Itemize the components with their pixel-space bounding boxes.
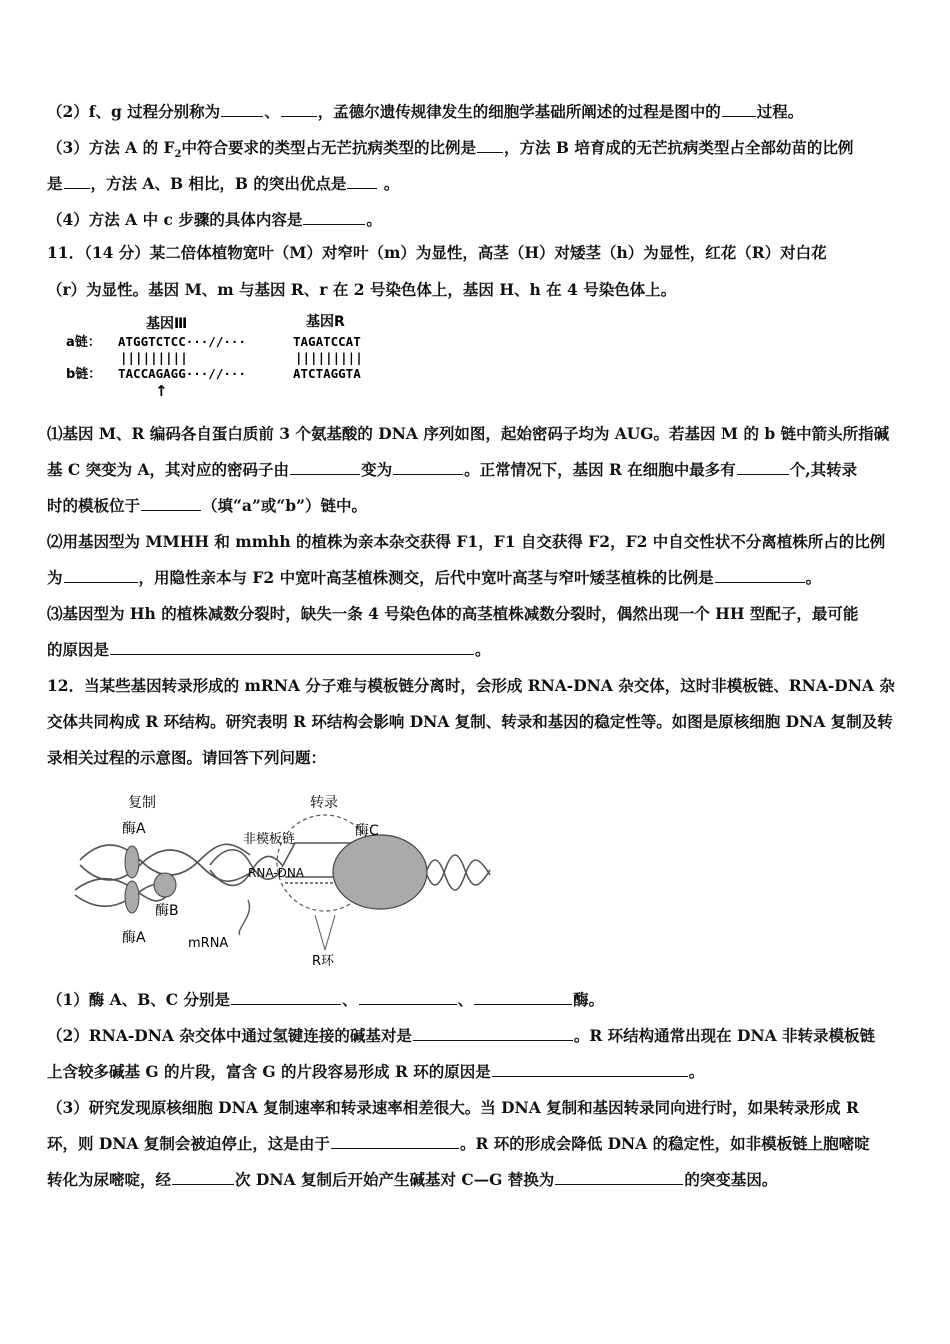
q12-heading-line2: 交体共同构成 R 环结构。研究表明 R 环结构会影响 DNA 复制、转录和基因的稳定性等。如图是原核细胞 DNA 复制及转: [47, 712, 893, 731]
answer-blank[interactable]: [722, 102, 756, 117]
answer-blank[interactable]: [290, 460, 360, 475]
q11-heading-line1: 11．（14 分）某二倍体植物宽叶（M）对窄叶（m）为显性，高茎（H）对矮茎（h）为显性，红花（R）对白花: [47, 243, 827, 262]
answer-blank[interactable]: [555, 1170, 683, 1185]
transcription-label: 转录: [310, 795, 338, 811]
hydrogen-bonds-right: |||||||||: [295, 350, 363, 365]
q12-heading-line3: 录相关过程的示意图。请回答下列问题：: [47, 748, 327, 767]
answer-blank[interactable]: [347, 174, 377, 189]
answer-blank[interactable]: [492, 1062, 688, 1077]
answer-blank[interactable]: [393, 460, 463, 475]
answer-blank[interactable]: [303, 210, 365, 225]
b-chain-seq-left: TACCAGAGG···//···: [118, 366, 246, 381]
enzyme-a-bottom-shape: [125, 881, 139, 913]
q11-sub3-line1: ⑶基因型为 Hh 的植株减数分裂时，缺失一条 4 号染色体的高茎植株减数分裂时，偶然出现一个 HH 型配子，最可能: [47, 604, 859, 623]
enzyme-a-top-shape: [125, 846, 139, 878]
answer-blank[interactable]: [413, 1026, 573, 1041]
q11-sub3-line2: 的原因是 。: [47, 640, 491, 659]
q12-heading-line1: 12．当某些基因转录形成的 mRNA 分子难与模板链分离时，会形成 RNA-DNA 杂交体，这时非模板链、RNA-DNA 杂: [47, 676, 895, 695]
answer-blank[interactable]: [141, 496, 201, 511]
enzyme-c-label: 酶C: [355, 823, 379, 839]
hybrid-label: RNA-DNA: [248, 866, 305, 880]
answer-blank[interactable]: [715, 568, 805, 583]
dna-strand-upper: [80, 844, 250, 875]
r-loop-pointer-1: [315, 915, 325, 950]
answer-blank[interactable]: [231, 990, 341, 1005]
q12-part3-line1: （3）研究发现原核细胞 DNA 复制速率和转录速率相差很大。当 DNA 复制和基因转录同向进行时，如果转录形成 R: [47, 1098, 859, 1117]
q11-sub1-line1: ⑴基因 M、R 编码各自蛋白质前 3 个氨基酸的 DNA 序列如图，起始密码子均为 AUG。若基因 M 的 b 链中箭头所指碱: [47, 424, 890, 443]
answer-blank[interactable]: [474, 990, 572, 1005]
dna-sequence-figure: [66, 312, 406, 398]
q10-part4: （4）方法 A 中 c 步骤的具体内容是 。: [47, 210, 382, 229]
a-chain-seq-right: TAGATCCAT: [293, 334, 361, 349]
b-chain-seq-right: ATCTAGGTA: [293, 366, 361, 381]
q12-part3-line2: 环，则 DNA 复制会被迫停止，这是由于 。R 环的形成会降低 DNA 的稳定性，如非模板链上胞嘧啶: [47, 1134, 870, 1153]
mrna-label: mRNA: [188, 936, 229, 951]
mutation-arrow-icon: ↑: [155, 382, 168, 398]
gene-r-label: 基因R: [306, 314, 345, 330]
a-chain-seq-left: ATGGTCTCC···//···: [118, 334, 246, 349]
q12-part2-line2: 上含较多碱基 G 的片段，富含 G 的片段容易形成 R 环的原因是 。: [47, 1062, 705, 1081]
answer-blank[interactable]: [64, 568, 138, 583]
q10-part3-line1: （3）方法 A 的 $F_2$中符合要求的类型占无芒抗病类型的比例是 ，方法 B 培育成的无芒抗病类型占全部幼苗的比例: [47, 138, 854, 161]
q11-sub1-line3: 时的模板位于 （填“a”或“b”）链中。: [47, 496, 368, 515]
q12-part1: （1）酶 A、B、C 分别是 、 、 酶。: [47, 990, 605, 1009]
q11-sub2-line1: ⑵用基因型为 MMHH 和 mmhh 的植株为亲本杂交获得 F1，F1 自交获得 F2，F2 中自交性状不分离植株所占的比例: [47, 532, 886, 551]
a-chain-label: a链：: [66, 335, 101, 350]
answer-blank[interactable]: [172, 1170, 234, 1185]
q10-part2: （2）f、g 过程分别称为 、 ，孟德尔遗传规律发生的细胞学基础所阐述的过程是图中的 过程。: [47, 102, 804, 121]
q11-sub2-line2: 为 ，用隐性亲本与 F2 中宽叶高茎植株测交，后代中宽叶高茎与窄叶矮茎植株的比例是 。: [47, 568, 822, 587]
mrna-strand: [239, 900, 249, 935]
enzyme-a-bottom-label: 酶A: [122, 930, 146, 946]
hydrogen-bonds-left: |||||||||: [120, 350, 188, 365]
replication-label: 复制: [128, 795, 156, 811]
q11-heading-line2: （r）为显性。基因 M、m 与基因 R、r 在 2 号染色体上，基因 H、h 在 4 号染色体上。: [47, 280, 677, 299]
answer-blank[interactable]: [359, 990, 457, 1005]
answer-blank[interactable]: [737, 460, 789, 475]
answer-blank[interactable]: [221, 102, 263, 117]
non-template-label: 非模板链: [243, 832, 296, 847]
answer-blank[interactable]: [331, 1134, 459, 1149]
answer-blank[interactable]: [64, 174, 90, 189]
q12-part2-line1: （2）RNA-DNA 杂交体中通过氢键连接的碱基对是 。R 环结构通常出现在 DNA 非转录模板链: [47, 1026, 876, 1045]
enzyme-b-label: 酶B: [155, 903, 179, 919]
enzyme-c-shape: [333, 835, 427, 909]
q11-sub1-line2: 基 C 突变为 A，其对应的密码子由 变为 。正常情况下，基因 R 在细胞中最多有 个,其转录: [47, 460, 858, 479]
q10-part3-line2: 是 ，方法 A、B 相比，B 的突出优点是 。: [47, 174, 400, 193]
q12-part3-line3: 转化为尿嘧啶，经 次 DNA 复制后开始产生碱基对 C—G 替换为 的突变基因。: [47, 1170, 778, 1189]
r-loop-label: R环: [312, 954, 335, 969]
answer-blank[interactable]: [110, 640, 474, 655]
enzyme-a-top-label: 酶A: [122, 821, 146, 837]
r-loop-pointer-2: [325, 915, 335, 950]
r-loop-diagram: [60, 785, 500, 975]
gene-m-label: 基因Ⅲ: [146, 316, 188, 332]
answer-blank[interactable]: [281, 102, 317, 117]
enzyme-b-shape: [154, 873, 176, 897]
b-chain-label: b链：: [66, 367, 102, 382]
answer-blank[interactable]: [477, 138, 503, 153]
